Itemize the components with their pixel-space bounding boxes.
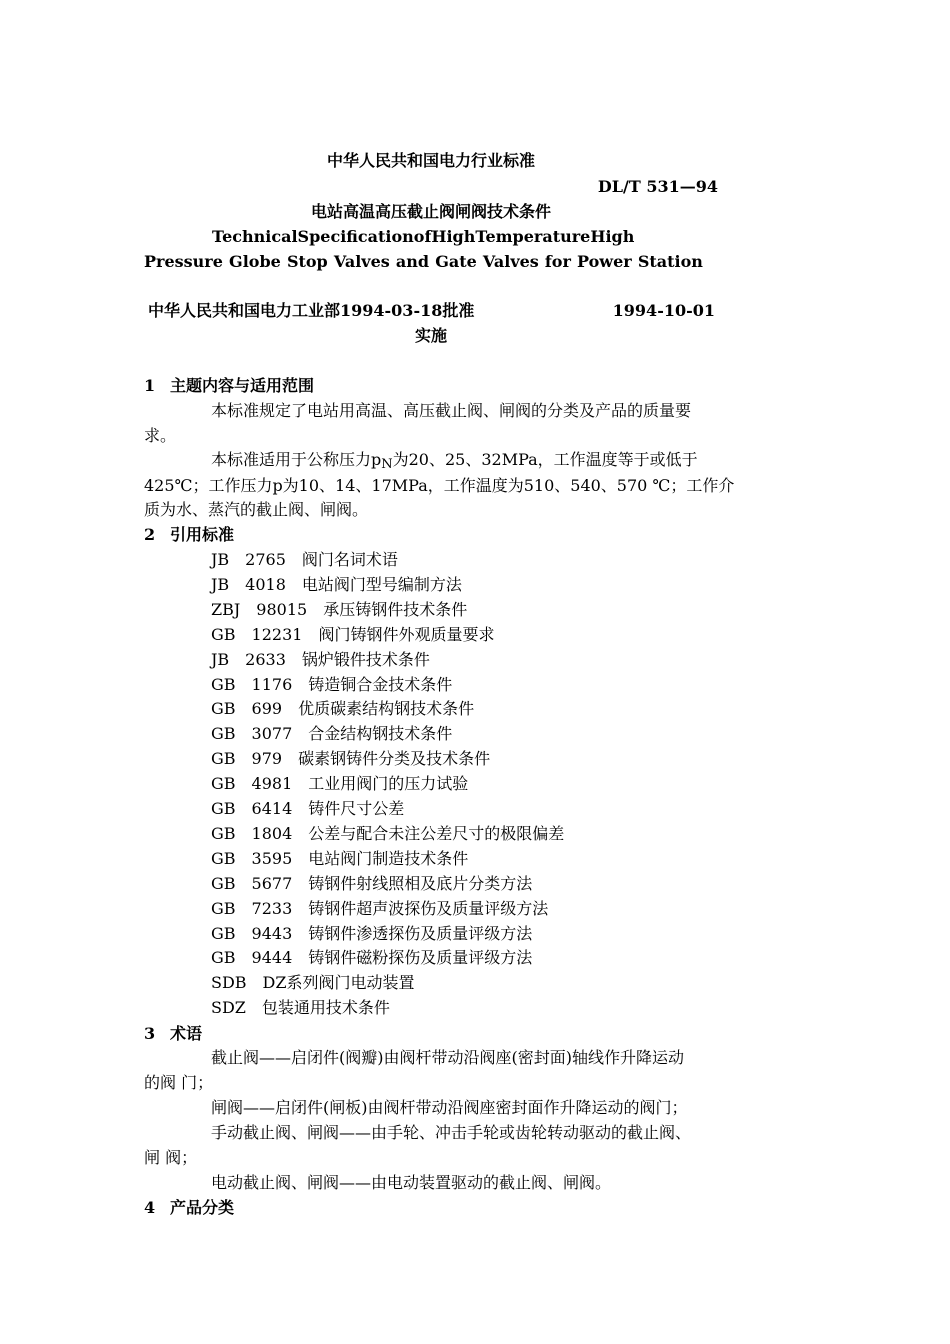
section-title: 术语 bbox=[170, 1024, 203, 1043]
paragraph-line: 本标准适用于公称压力pN为20、25、32MPa，工作温度等于或低于 bbox=[211, 450, 698, 472]
section-heading-1 bbox=[144, 376, 314, 396]
section-title: 产品分类 bbox=[170, 1198, 235, 1217]
section-heading-2 bbox=[144, 525, 234, 545]
reference-item: SDZ 包装通用技术条件 bbox=[211, 998, 390, 1017]
definition-line: 闸阀——启闭件(闸板)由阀杆带动沿阀座密封面作升降运动的阀门； bbox=[211, 1098, 688, 1117]
reference-item: GB 979 碳素钢铸件分类及技术条件 bbox=[211, 749, 491, 768]
en-word: of bbox=[413, 227, 432, 246]
reference-item: GB 699 优质碳素结构钢技术条件 bbox=[211, 699, 475, 718]
en-word: Valves bbox=[333, 252, 390, 271]
en-word: Power bbox=[577, 252, 632, 271]
reference-item: GB 3077 合金结构钢技术条件 bbox=[211, 724, 453, 743]
en-word: Technical bbox=[212, 227, 298, 246]
document-title-en-line2 bbox=[144, 252, 703, 272]
section-heading-4 bbox=[144, 1198, 234, 1218]
en-word: High bbox=[431, 227, 476, 246]
reference-item: GB 12231 阀门铸钢件外观质量要求 bbox=[211, 625, 495, 644]
section-number: 2 bbox=[144, 525, 156, 544]
reference-item: GB 3595 电站阀门制造技术条件 bbox=[211, 849, 469, 868]
paragraph-line: 本标准规定了电站用高温、高压截止阀、闸阀的分类及产品的质量要 bbox=[211, 401, 692, 420]
reference-item: GB 6414 铸件尺寸公差 bbox=[211, 799, 405, 818]
section-number: 1 bbox=[144, 376, 156, 395]
en-word: Temperature bbox=[475, 227, 591, 246]
standard-category-title: 中华人民共和国电力行业标准 bbox=[326, 151, 535, 170]
standard-number: DL/T 531—94 bbox=[597, 177, 718, 196]
subscript: N bbox=[381, 457, 393, 472]
reference-item: GB 4981 工业用阀门的压力试验 bbox=[211, 774, 469, 793]
document-title-en-line1 bbox=[212, 227, 634, 247]
document-title-cn: 电站高温高压截止阀闸阀技术条件 bbox=[310, 202, 551, 221]
section-heading-3 bbox=[144, 1024, 202, 1044]
en-word: for bbox=[544, 252, 571, 271]
reference-item: GB 7233 铸钢件超声波探伤及质量评级方法 bbox=[211, 899, 549, 918]
section-title: 主题内容与适用范围 bbox=[170, 376, 315, 395]
definition-line: 电动截止阀、闸阀——由电动装置驱动的截止阀、闸阀。 bbox=[211, 1173, 612, 1192]
en-word: Specification bbox=[297, 227, 414, 246]
en-word: and bbox=[395, 252, 430, 271]
reference-item: GB 1804 公差与配合未注公差尺寸的极限偏差 bbox=[211, 824, 565, 843]
effective-label: 实施 bbox=[414, 326, 447, 345]
en-word: High bbox=[590, 227, 635, 246]
definition-line: 手动截止阀、闸阀——由手轮、冲击手轮或齿轮转动驱动的截止阀、 bbox=[211, 1123, 692, 1142]
reference-item: JB 4018 电站阀门型号编制方法 bbox=[211, 575, 462, 594]
en-word: Station bbox=[637, 252, 703, 271]
section-title: 引用标准 bbox=[170, 525, 235, 544]
section-number: 3 bbox=[144, 1024, 156, 1043]
definition-line: 闸 阀； bbox=[144, 1148, 198, 1167]
paragraph-line: 425℃；工作压力p为10、14、17MPa，工作温度为510、540、570 ℃；工作介 bbox=[144, 476, 735, 495]
reference-item: JB 2633 锅炉锻件技术条件 bbox=[211, 650, 430, 669]
en-word: Pressure bbox=[144, 252, 223, 271]
reference-item: GB 9444 铸钢件磁粉探伤及质量评级方法 bbox=[211, 948, 533, 967]
paragraph-line: 质为水、蒸汽的截止阀、闸阀。 bbox=[144, 500, 369, 519]
en-word: Valves bbox=[482, 252, 539, 271]
effective-date: 1994-10-01 bbox=[612, 301, 715, 320]
reference-item: ZBJ 98015 承压铸钢件技术条件 bbox=[211, 600, 468, 619]
paragraph-line: 求。 bbox=[144, 426, 177, 445]
reference-item: GB 1176 铸造铜合金技术条件 bbox=[211, 675, 453, 694]
en-word: Gate bbox=[435, 252, 477, 271]
reference-item: GB 9443 铸钢件渗透探伤及质量评级方法 bbox=[211, 924, 533, 943]
definition-line: 截止阀——启闭件(阀瓣)由阀杆带动沿阀座(密封面)轴线作升降运动 bbox=[211, 1048, 684, 1067]
en-word: Stop bbox=[286, 252, 328, 271]
reference-item: JB 2765 阀门名词术语 bbox=[211, 550, 398, 569]
definition-line: 的阀 门； bbox=[144, 1073, 214, 1092]
en-word: Globe bbox=[229, 252, 281, 271]
reference-item: SDB DZ系列阀门电动装置 bbox=[211, 973, 415, 992]
reference-item: GB 5677 铸钢件射线照相及底片分类方法 bbox=[211, 874, 533, 893]
section-number: 4 bbox=[144, 1198, 156, 1217]
approval-statement: 中华人民共和国电力工业部1994-03-18批准 bbox=[148, 301, 475, 320]
